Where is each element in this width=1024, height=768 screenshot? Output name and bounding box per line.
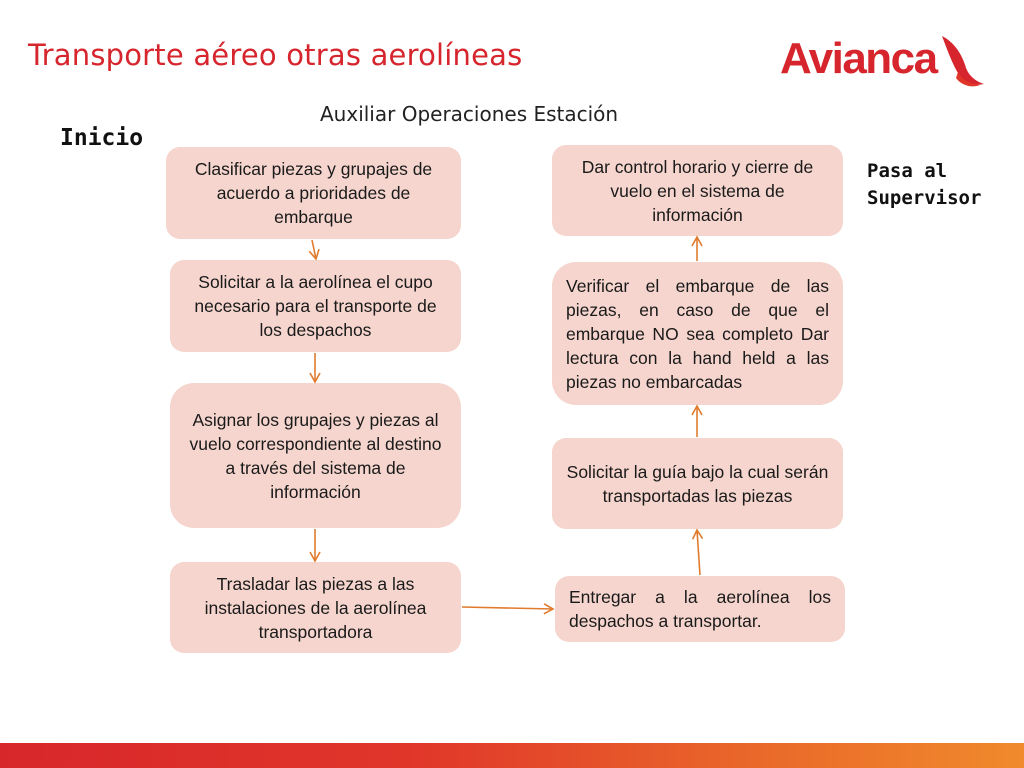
role-title: Auxiliar Operaciones Estación	[320, 102, 619, 126]
step-assign-flight-text: Asignar los grupajes y piezas al vuelo correspondiente al destino a través del sistema de información	[189, 409, 442, 502]
arrow-classify-to-quota	[312, 240, 316, 259]
step-deliver-text: Entregar a la aerolínea los despachos a transportar.	[569, 587, 831, 631]
step-request-guide-text: Solicitar la guía bajo la cual serán transportadas las piezas	[566, 461, 829, 506]
step-request-quota-text: Solicitar a la aerolínea el cupo necesario para el transporte de los despachos	[194, 272, 437, 340]
step-move-pieces-text: Trasladar las piezas a las instalaciones de la aerolínea transportadora	[204, 573, 427, 642]
start-label: Inicio	[60, 125, 144, 151]
step-verify-text: Verificar el embarque de las piezas, en caso de que el embarque NO sea completo Dar lectura con la hand held a las piezas no embarcadas	[566, 275, 829, 392]
logo-wordmark: Avianca	[780, 34, 937, 83]
arrow-move-to-deliver	[462, 607, 553, 609]
arrow-deliver-to-guide	[697, 530, 700, 575]
slide-title: Transporte aéreo otras aerolíneas	[28, 38, 523, 72]
end-label-line1: Pasa al	[867, 160, 948, 182]
step-classify-text: Clasificar piezas y grupajes de acuerdo a prioridades de embarque	[194, 159, 433, 227]
footer-color-bar	[0, 743, 1024, 768]
end-label-line2: Supervisor	[867, 187, 982, 209]
step-close-flight-text: Dar control horario y cierre de vuelo en el sistema de información	[581, 156, 814, 225]
